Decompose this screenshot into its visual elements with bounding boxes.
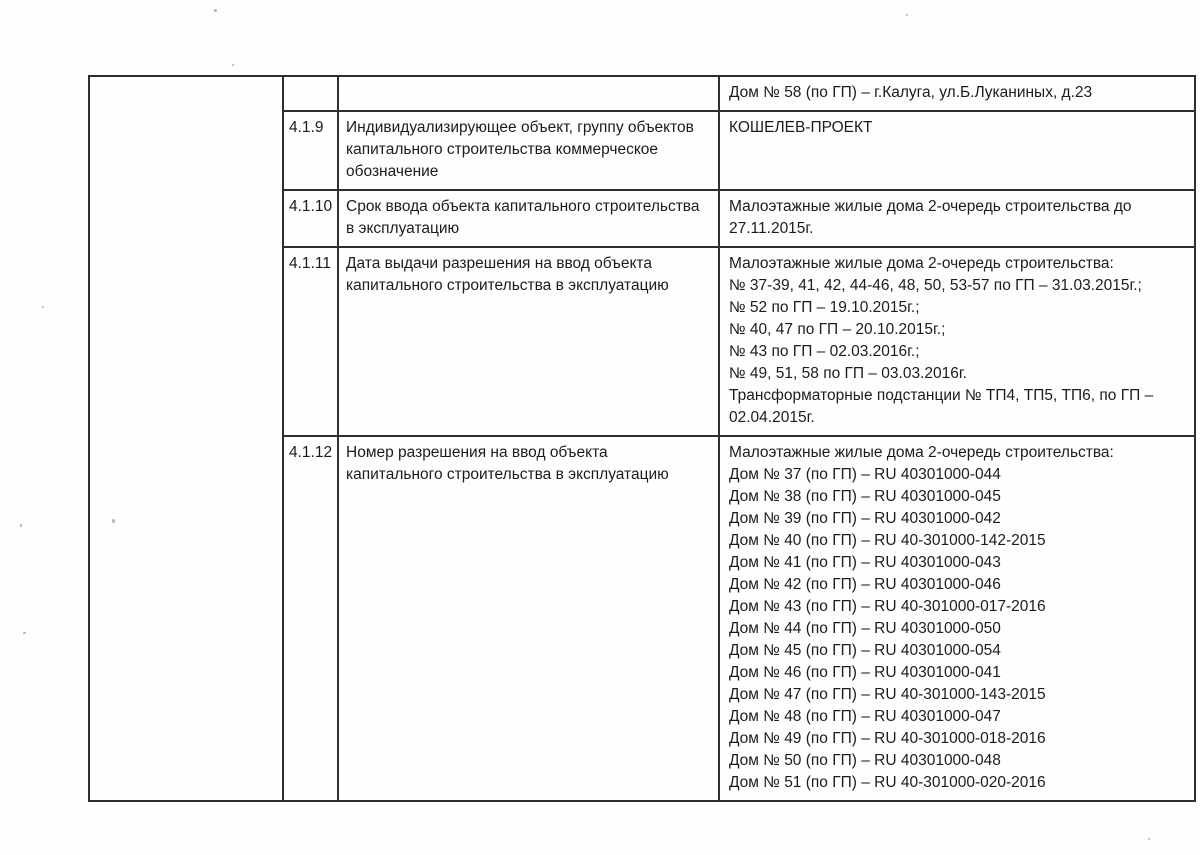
value-line: № 43 по ГП – 02.03.2016г.; xyxy=(729,343,920,360)
value-line: Малоэтажные жилые дома 2-очередь строительства: xyxy=(729,444,1114,461)
row-value xyxy=(720,191,1194,246)
value-line: Дом № 49 (по ГП) – RU 40-301000-018-2016 xyxy=(729,730,1046,747)
table-rows xyxy=(284,77,1194,800)
label-line: капитального строительства коммерческое xyxy=(346,141,659,158)
value-line: КОШЕЛЕВ-ПРОЕКТ xyxy=(729,119,873,136)
value-line: Дом № 39 (по ГП) – RU 40301000-042 xyxy=(729,510,1001,527)
value-line: Дом № 47 (по ГП) – RU 40-301000-143-2015 xyxy=(729,686,1046,703)
label-line: капитального строительства в эксплуатацию xyxy=(346,466,669,483)
value-line: Дом № 37 (по ГП) – RU 40301000-044 xyxy=(729,466,1001,483)
row-number xyxy=(284,77,339,110)
declaration-table xyxy=(88,75,1196,802)
value-line: Дом № 51 (по ГП) – RU 40-301000-020-2016 xyxy=(729,774,1046,791)
value-line: Дом № 40 (по ГП) – RU 40-301000-142-2015 xyxy=(729,532,1046,549)
scan-speckle xyxy=(214,9,217,12)
row-label xyxy=(339,248,720,435)
value-line: Дом № 58 (по ГП) – г.Калуга, ул.Б.Луканиных, д.23 xyxy=(729,84,1093,101)
row-number: 4.1.9 xyxy=(284,112,339,189)
table-row xyxy=(284,248,1194,437)
row-label xyxy=(339,191,720,246)
value-line: № 49, 51, 58 по ГП – 03.03.2016г. xyxy=(729,365,967,382)
label-line: Дата выдачи разрешения на ввод объекта xyxy=(346,255,652,272)
table-row xyxy=(284,191,1194,248)
row-number: 4.1.12 xyxy=(284,437,339,800)
value-line: Трансформаторные подстанции № ТП4, ТП5, ТП6, по ГП – xyxy=(729,387,1154,404)
scan-speckle xyxy=(232,64,234,66)
label-line: обозначение xyxy=(346,163,439,180)
table-row xyxy=(284,437,1194,800)
label-line: в эксплуатацию xyxy=(346,220,460,237)
value-line: Малоэтажные жилые дома 2-очередь строительства до xyxy=(729,198,1132,215)
row-value xyxy=(720,112,1194,189)
value-line: Дом № 45 (по ГП) – RU 40301000-054 xyxy=(729,642,1001,659)
label-line: Срок ввода объекта капитального строительства xyxy=(346,198,700,215)
row-value xyxy=(720,437,1194,800)
value-line: Дом № 38 (по ГП) – RU 40301000-045 xyxy=(729,488,1001,505)
scan-speckle xyxy=(23,632,26,634)
row-label xyxy=(339,112,720,189)
value-line: № 40, 47 по ГП – 20.10.2015г.; xyxy=(729,321,946,338)
value-line: 02.04.2015г. xyxy=(729,409,815,426)
value-line: Дом № 43 (по ГП) – RU 40-301000-017-2016 xyxy=(729,598,1046,615)
row-value xyxy=(720,77,1194,110)
value-line: 27.11.2015г. xyxy=(729,220,814,237)
row-number: 4.1.10 xyxy=(284,191,339,246)
label-line: Индивидуализирующее объект, группу объектов xyxy=(346,119,694,136)
row-label xyxy=(339,77,720,110)
scan-speckle xyxy=(20,524,22,527)
row-value xyxy=(720,248,1194,435)
value-line: Дом № 50 (по ГП) – RU 40301000-048 xyxy=(729,752,1001,769)
scan-speckle xyxy=(906,14,908,16)
table-row xyxy=(284,112,1194,191)
value-line: № 52 по ГП – 19.10.2015г.; xyxy=(729,299,920,316)
value-line: Дом № 48 (по ГП) – RU 40301000-047 xyxy=(729,708,1001,725)
value-line: Малоэтажные жилые дома 2-очередь строительства: xyxy=(729,255,1114,272)
label-line: Номер разрешения на ввод объекта xyxy=(346,444,608,461)
row-label xyxy=(339,437,720,800)
value-line: Дом № 44 (по ГП) – RU 40301000-050 xyxy=(729,620,1001,637)
label-line: капитального строительства в эксплуатацию xyxy=(346,277,669,294)
row-number: 4.1.11 xyxy=(284,248,339,435)
table-row xyxy=(284,77,1194,112)
scan-speckle xyxy=(112,519,115,523)
value-line: № 37-39, 41, 42, 44-46, 48, 50, 53-57 по ГП – 31.03.2015г.; xyxy=(729,277,1142,294)
scan-speckle xyxy=(42,306,44,308)
table-empty-left-column xyxy=(90,77,284,800)
value-line: Дом № 46 (по ГП) – RU 40301000-041 xyxy=(729,664,1001,681)
value-line: Дом № 41 (по ГП) – RU 40301000-043 xyxy=(729,554,1001,571)
value-line: Дом № 42 (по ГП) – RU 40301000-046 xyxy=(729,576,1001,593)
scan-speckle xyxy=(1148,838,1150,840)
